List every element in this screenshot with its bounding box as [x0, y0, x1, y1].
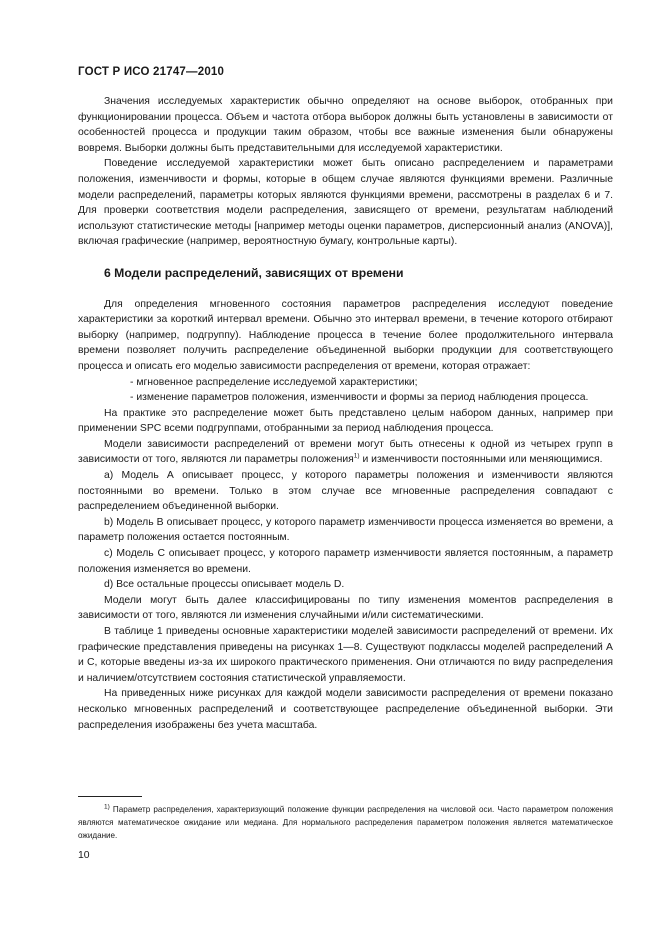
section-6-paragraph-1: Для определения мгновенного состояния параметров распределения исследуют поведение характеристики за короткий интервал времени. Обычно это интервал времени, в течение которого отбирают выборку (например, подгруппу). Наблюдение процесса в течение более продолжительного интервала времени позволяет получить распределение объединенной выборки продукции для соответствующего процесса и описать его моделью зависимости распределения от времени, которая отражает: — [78, 298, 613, 372]
section-6-paragraph-2: На практике это распределение может быть представлено целым набором данных, например при применении SPC всеми подгруппами, отобранными за период наблюдения процесса. — [78, 407, 613, 435]
list-item: - изменение параметров положения, изменчивости и формы за период наблюдения процесса. — [130, 392, 589, 404]
footnote-reference: 1) — [353, 453, 360, 460]
model-b-item: b) Модель В описывает процесс, у которого параметр изменчивости процесса изменяется во времени, а параметр положения остается постоянным. — [78, 516, 613, 544]
section-6-paragraph-4: Модели могут быть далее классифицированы по типу изменения моментов распределения в зависимости от того, являются ли изменения случайными и/или систематическими. — [78, 594, 613, 622]
paragraph-text: Модели зависимости распределений от времени могут быть отнесены к одной из четырех групп в зависимости от того, являются ли параметры положения — [78, 438, 613, 466]
model-d-item: d) Все остальные процессы описывает модель D. — [104, 579, 345, 591]
page-content — [78, 94, 613, 733]
model-c-item: с) Модель С описывает процесс, у которого параметр изменчивости является постоянным, а параметр положения изменяется во времени. — [78, 548, 613, 575]
intro-paragraph-2: Поведение исследуемой характеристики может быть описано распределением и параметрами положения, изменчивости и формы, которые в общем случае являются функциями времени. Различные модели распределений, параметры которых являются функциями времени, рассмотрены в разделах 6 и 7. Для проверки соответствия модели распределения, зависящего от времени, результатам наблюдений используют статистические методы [например методы оценки параметров, дисперсионный анализ (ANOVA)], включая графические (например, вероятностную бумагу, контрольные карты). — [78, 158, 613, 248]
footnote — [78, 803, 613, 842]
footnote-marker: 1) — [104, 803, 110, 811]
intro-paragraph-1: Значения исследуемых характеристик обычно определяют на основе выборок, отобранных при функционировании процесса. Объем и частота отбора выборок должны быть установлены в зависимости от особенностей процесса и продукции таким образом, чтобы все важные изменения были обнаружены вовремя. Выборки должны быть представительными для исследуемой характеристики. — [78, 96, 613, 154]
section-6-paragraph-3 — [78, 437, 613, 468]
footnote-divider — [78, 796, 142, 797]
page-number: 10 — [78, 850, 90, 861]
footnote-text: Параметр распределения, характеризующий положение функции распределения на числовой оси. Часто параметром положения являются математическое ожидание или медиана. Для нормального распределения параметром положения является математическое ожидание. — [78, 805, 613, 840]
document-header: ГОСТ Р ИСО 21747—2010 — [78, 66, 225, 78]
model-a-item: а) Модель А описывает процесс, у которого параметры положения и изменчивости являются постоянными во времени. Только в этом случае все мгновенные распределения совпадают с распределением объединенной выборки. — [78, 470, 613, 513]
paragraph-text: и изменчивости постоянными или меняющимися. — [359, 454, 603, 466]
section-6-paragraph-6: На приведенных ниже рисунках для каждой модели зависимости распределения от времени показано несколько мгновенных распределений и соответствующее распределение объединенной выборки. Эти распределения изображены без учета масштаба. — [78, 688, 613, 731]
section-6-paragraph-5: В таблице 1 приведены основные характеристики моделей зависимости распределений от времени. Их графические представления приведены на рисунках 1—8. Существуют подклассы моделей распределений А и С, которые введены из-за их широкого практического применения. Они отличаются по виду распределения и наличием/отсутствием состояния статистической управляемости. — [78, 626, 613, 684]
section-6-heading: 6 Модели распределений, зависящих от времени — [104, 265, 404, 280]
list-item: - мгновенное распределение исследуемой характеристики; — [130, 376, 418, 388]
